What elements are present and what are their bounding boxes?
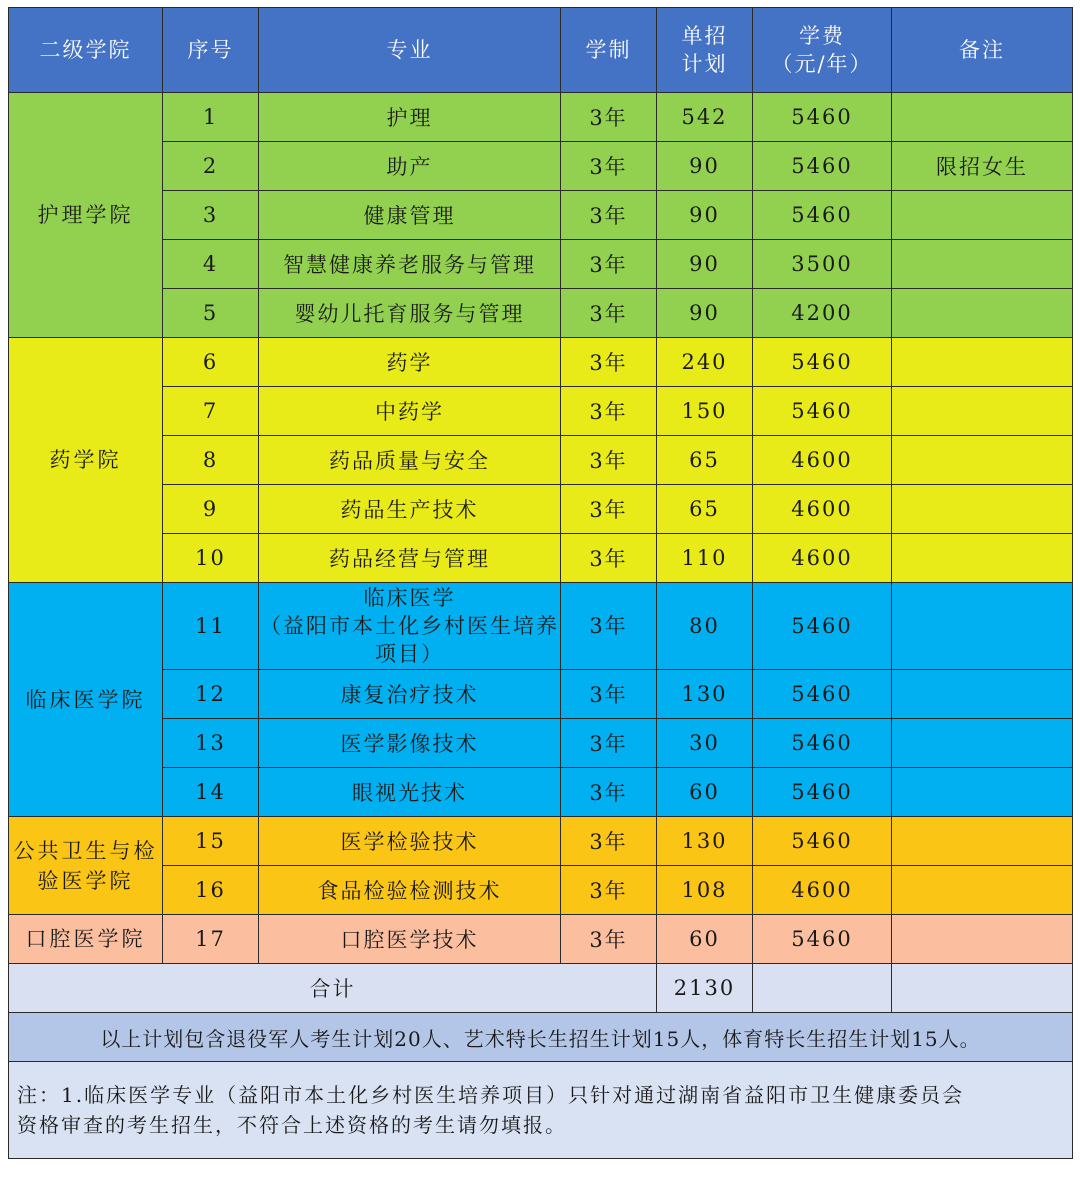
row-fee: 5460 bbox=[753, 93, 892, 142]
table-row bbox=[9, 191, 1073, 240]
total-row bbox=[9, 964, 1073, 1013]
row-no: 9 bbox=[163, 485, 259, 534]
row-fee: 5460 bbox=[753, 583, 892, 670]
table-row bbox=[9, 534, 1073, 583]
row-plan: 108 bbox=[657, 866, 753, 915]
row-no: 5 bbox=[163, 289, 259, 338]
row-plan: 30 bbox=[657, 719, 753, 768]
row-fee: 4600 bbox=[753, 534, 892, 583]
admission-plan-table bbox=[8, 7, 1073, 1159]
row-duration: 3年 bbox=[561, 338, 657, 387]
header-fee-line2: （元/年） bbox=[771, 52, 873, 76]
row-major: 眼视光技术 bbox=[259, 768, 561, 817]
row-remark bbox=[892, 768, 1073, 817]
row-fee: 5460 bbox=[753, 915, 892, 964]
table-row bbox=[9, 719, 1073, 768]
header-plan bbox=[657, 8, 753, 93]
header-row bbox=[9, 8, 1073, 93]
row-major: 健康管理 bbox=[259, 191, 561, 240]
row-duration: 3年 bbox=[561, 866, 657, 915]
total-remark-empty bbox=[892, 964, 1073, 1013]
row-remark bbox=[892, 289, 1073, 338]
row-remark bbox=[892, 436, 1073, 485]
row-remark bbox=[892, 534, 1073, 583]
row-remark bbox=[892, 485, 1073, 534]
table-row bbox=[9, 768, 1073, 817]
row-major: 药品质量与安全 bbox=[259, 436, 561, 485]
row-no: 6 bbox=[163, 338, 259, 387]
row-major: 护理 bbox=[259, 93, 561, 142]
table-row bbox=[9, 866, 1073, 915]
row-no: 8 bbox=[163, 436, 259, 485]
row-major-line1: 临床医学 bbox=[363, 586, 456, 610]
row-no: 4 bbox=[163, 240, 259, 289]
row-major-line2: （益阳市本土化乡村医生培养 bbox=[260, 614, 559, 638]
table-row bbox=[9, 817, 1073, 866]
row-major: 中药学 bbox=[259, 387, 561, 436]
row-major: 药学 bbox=[259, 338, 561, 387]
table-row bbox=[9, 240, 1073, 289]
row-major: 医学影像技术 bbox=[259, 719, 561, 768]
row-no: 16 bbox=[163, 866, 259, 915]
row-remark bbox=[892, 387, 1073, 436]
row-duration: 3年 bbox=[561, 768, 657, 817]
total-label: 合计 bbox=[9, 964, 657, 1013]
row-fee: 4200 bbox=[753, 289, 892, 338]
row-remark bbox=[892, 93, 1073, 142]
college-nursing: 护理学院 bbox=[9, 93, 163, 338]
row-plan: 90 bbox=[657, 240, 753, 289]
header-no: 序号 bbox=[163, 8, 259, 93]
row-plan: 150 bbox=[657, 387, 753, 436]
row-no: 1 bbox=[163, 93, 259, 142]
row-plan: 90 bbox=[657, 289, 753, 338]
row-fee: 5460 bbox=[753, 142, 892, 191]
row-duration: 3年 bbox=[561, 240, 657, 289]
college-clinical: 临床医学院 bbox=[9, 583, 163, 817]
row-plan: 240 bbox=[657, 338, 753, 387]
college-public-health-line1: 公共卫生与检 bbox=[13, 838, 158, 863]
row-no: 17 bbox=[163, 915, 259, 964]
header-plan-line2: 计划 bbox=[681, 52, 728, 76]
total-plan: 2130 bbox=[657, 964, 753, 1013]
row-no: 12 bbox=[163, 670, 259, 719]
row-plan: 60 bbox=[657, 768, 753, 817]
row-duration: 3年 bbox=[561, 191, 657, 240]
row-fee: 5460 bbox=[753, 387, 892, 436]
row-no: 10 bbox=[163, 534, 259, 583]
admission-plan-table-wrapper bbox=[8, 7, 1072, 1159]
row-no: 7 bbox=[163, 387, 259, 436]
row-no: 11 bbox=[163, 583, 259, 670]
row-duration: 3年 bbox=[561, 289, 657, 338]
row-no: 2 bbox=[163, 142, 259, 191]
row-major: 药品经营与管理 bbox=[259, 534, 561, 583]
row-plan: 110 bbox=[657, 534, 753, 583]
row-duration: 3年 bbox=[561, 436, 657, 485]
row-fee: 5460 bbox=[753, 338, 892, 387]
row-major: 康复治疗技术 bbox=[259, 670, 561, 719]
row-duration: 3年 bbox=[561, 142, 657, 191]
row-fee: 5460 bbox=[753, 817, 892, 866]
row-no: 14 bbox=[163, 768, 259, 817]
table-row bbox=[9, 670, 1073, 719]
header-fee-line1: 学费 bbox=[799, 24, 845, 48]
footnote-row bbox=[9, 1062, 1073, 1159]
row-remark bbox=[892, 719, 1073, 768]
row-fee: 5460 bbox=[753, 670, 892, 719]
total-fee-empty bbox=[753, 964, 892, 1013]
table-row bbox=[9, 387, 1073, 436]
header-major: 专业 bbox=[259, 8, 561, 93]
row-remark: 限招女生 bbox=[892, 142, 1073, 191]
row-remark bbox=[892, 817, 1073, 866]
footnote bbox=[9, 1062, 1073, 1159]
row-fee: 5460 bbox=[753, 719, 892, 768]
row-fee: 5460 bbox=[753, 191, 892, 240]
college-public-health-line2: 验医学院 bbox=[37, 868, 134, 893]
table-row bbox=[9, 142, 1073, 191]
header-duration: 学制 bbox=[561, 8, 657, 93]
header-fee bbox=[753, 8, 892, 93]
row-remark bbox=[892, 670, 1073, 719]
row-no: 13 bbox=[163, 719, 259, 768]
table-row bbox=[9, 583, 1073, 670]
row-duration: 3年 bbox=[561, 485, 657, 534]
row-duration: 3年 bbox=[561, 670, 657, 719]
row-duration: 3年 bbox=[561, 915, 657, 964]
plan-note: 以上计划包含退役军人考生计划20人、艺术特长生招生计划15人，体育特长生招生计划15人。 bbox=[9, 1013, 1073, 1062]
college-pharmacy: 药学院 bbox=[9, 338, 163, 583]
row-major-line3: 项目） bbox=[375, 642, 444, 666]
header-college: 二级学院 bbox=[9, 8, 163, 93]
row-plan: 80 bbox=[657, 583, 753, 670]
row-plan: 130 bbox=[657, 670, 753, 719]
row-major: 口腔医学技术 bbox=[259, 915, 561, 964]
row-fee: 4600 bbox=[753, 485, 892, 534]
table-row bbox=[9, 436, 1073, 485]
row-major: 助产 bbox=[259, 142, 561, 191]
row-no: 15 bbox=[163, 817, 259, 866]
row-plan: 65 bbox=[657, 436, 753, 485]
row-remark bbox=[892, 915, 1073, 964]
row-no: 3 bbox=[163, 191, 259, 240]
row-remark bbox=[892, 866, 1073, 915]
footnote-line2: 资格审查的考生招生，不符合上述资格的考生请勿填报。 bbox=[17, 1113, 567, 1137]
row-major: 婴幼儿托育服务与管理 bbox=[259, 289, 561, 338]
row-duration: 3年 bbox=[561, 719, 657, 768]
row-plan: 60 bbox=[657, 915, 753, 964]
row-duration: 3年 bbox=[561, 387, 657, 436]
row-plan: 130 bbox=[657, 817, 753, 866]
row-major bbox=[259, 583, 561, 670]
row-duration: 3年 bbox=[561, 817, 657, 866]
college-public-health bbox=[9, 817, 163, 915]
row-duration: 3年 bbox=[561, 93, 657, 142]
row-plan: 65 bbox=[657, 485, 753, 534]
row-plan: 542 bbox=[657, 93, 753, 142]
row-fee: 4600 bbox=[753, 436, 892, 485]
row-plan: 90 bbox=[657, 191, 753, 240]
row-major: 智慧健康养老服务与管理 bbox=[259, 240, 561, 289]
table-row bbox=[9, 485, 1073, 534]
row-fee: 3500 bbox=[753, 240, 892, 289]
header-remark: 备注 bbox=[892, 8, 1073, 93]
row-remark bbox=[892, 191, 1073, 240]
table-row bbox=[9, 289, 1073, 338]
row-remark bbox=[892, 338, 1073, 387]
footnote-line1: 注：1.临床医学专业（益阳市本土化乡村医生培养项目）只针对通过湖南省益阳市卫生健康委员会 bbox=[17, 1083, 965, 1107]
row-fee: 5460 bbox=[753, 768, 892, 817]
college-stomatology: 口腔医学院 bbox=[9, 915, 163, 964]
row-fee: 4600 bbox=[753, 866, 892, 915]
table-row bbox=[9, 93, 1073, 142]
row-remark bbox=[892, 583, 1073, 670]
plan-note-row bbox=[9, 1013, 1073, 1062]
row-duration: 3年 bbox=[561, 583, 657, 670]
row-major: 药品生产技术 bbox=[259, 485, 561, 534]
header-plan-line1: 单招 bbox=[681, 24, 728, 48]
row-major: 食品检验检测技术 bbox=[259, 866, 561, 915]
row-remark bbox=[892, 240, 1073, 289]
table-row bbox=[9, 338, 1073, 387]
row-plan: 90 bbox=[657, 142, 753, 191]
row-duration: 3年 bbox=[561, 534, 657, 583]
row-major: 医学检验技术 bbox=[259, 817, 561, 866]
table-row bbox=[9, 915, 1073, 964]
